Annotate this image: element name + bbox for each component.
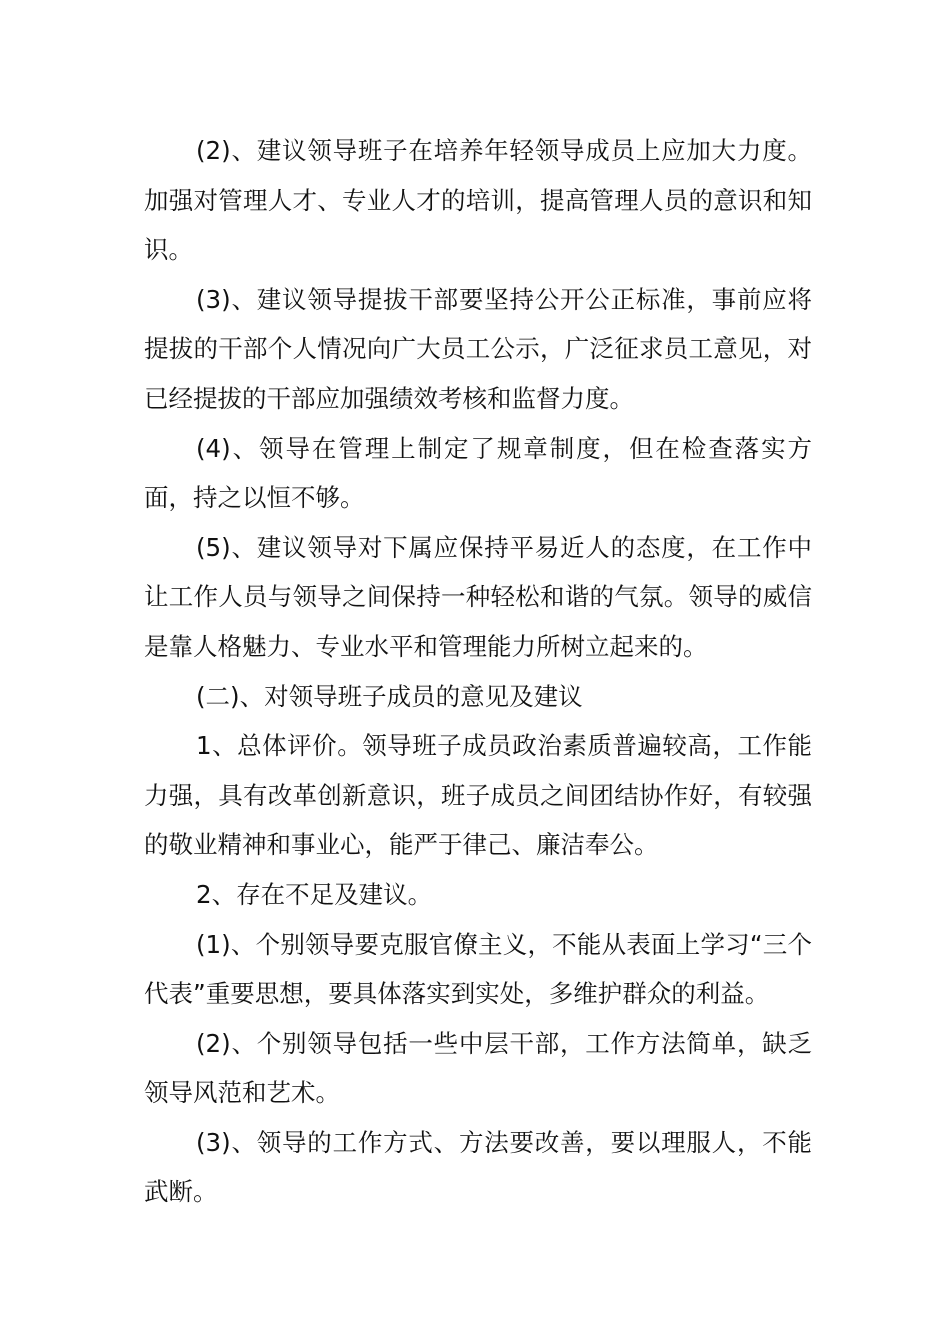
paragraph-overall-evaluation: 1、总体评价。领导班子成员政治素质普遍较高，工作能力强，具有改革创新意识，班子成员之间团结协作好，有较强的敬业精神和事业心，能严于律己、廉洁奉公。 [144,731,812,860]
document-body [144,126,812,1217]
subheading-shortcomings-and-suggestions: 2、存在不足及建议。 [196,879,433,909]
section-heading-member-opinions: (二)、对领导班子成员的意见及建议 [196,681,583,711]
paragraph-shortcoming-3-persuasion: (3)、领导的工作方式、方法要改善，要以理服人，不能武断。 [144,1127,812,1207]
paragraph-suggestion-4-rules-enforcement: (4)、领导在管理上制定了规章制度，但在检查落实方面，持之以恒不够。 [144,433,812,513]
paragraph-suggestion-2-young-leaders: (2)、建议领导班子在培养年轻领导成员上应加大力度。加强对管理人才、专业人才的培训，提高管理人员的意识和知识。 [144,136,812,265]
paragraph-suggestion-3-cadre-promotion: (3)、建议领导提拔干部要坚持公开公正标准，事前应将提拔的干部个人情况向广大员工公示，广泛征求员工意见，对已经提拔的干部应加强绩效考核和监督力度。 [144,284,812,413]
paragraph-shortcoming-2-work-methods: (2)、个别领导包括一些中层干部，工作方法简单，缺乏领导风范和艺术。 [144,1028,812,1108]
paragraph-shortcoming-1-bureaucratism: (1)、个别领导要克服官僚主义，不能从表面上学习“三个代表”重要思想，要具体落实到实处，多维护群众的利益。 [144,929,812,1009]
paragraph-suggestion-5-approachable-attitude: (5)、建议领导对下属应保持平易近人的态度，在工作中让工作人员与领导之间保持一种轻松和谐的气氛。领导的威信是靠人格魅力、专业水平和管理能力所树立起来的。 [144,532,812,661]
